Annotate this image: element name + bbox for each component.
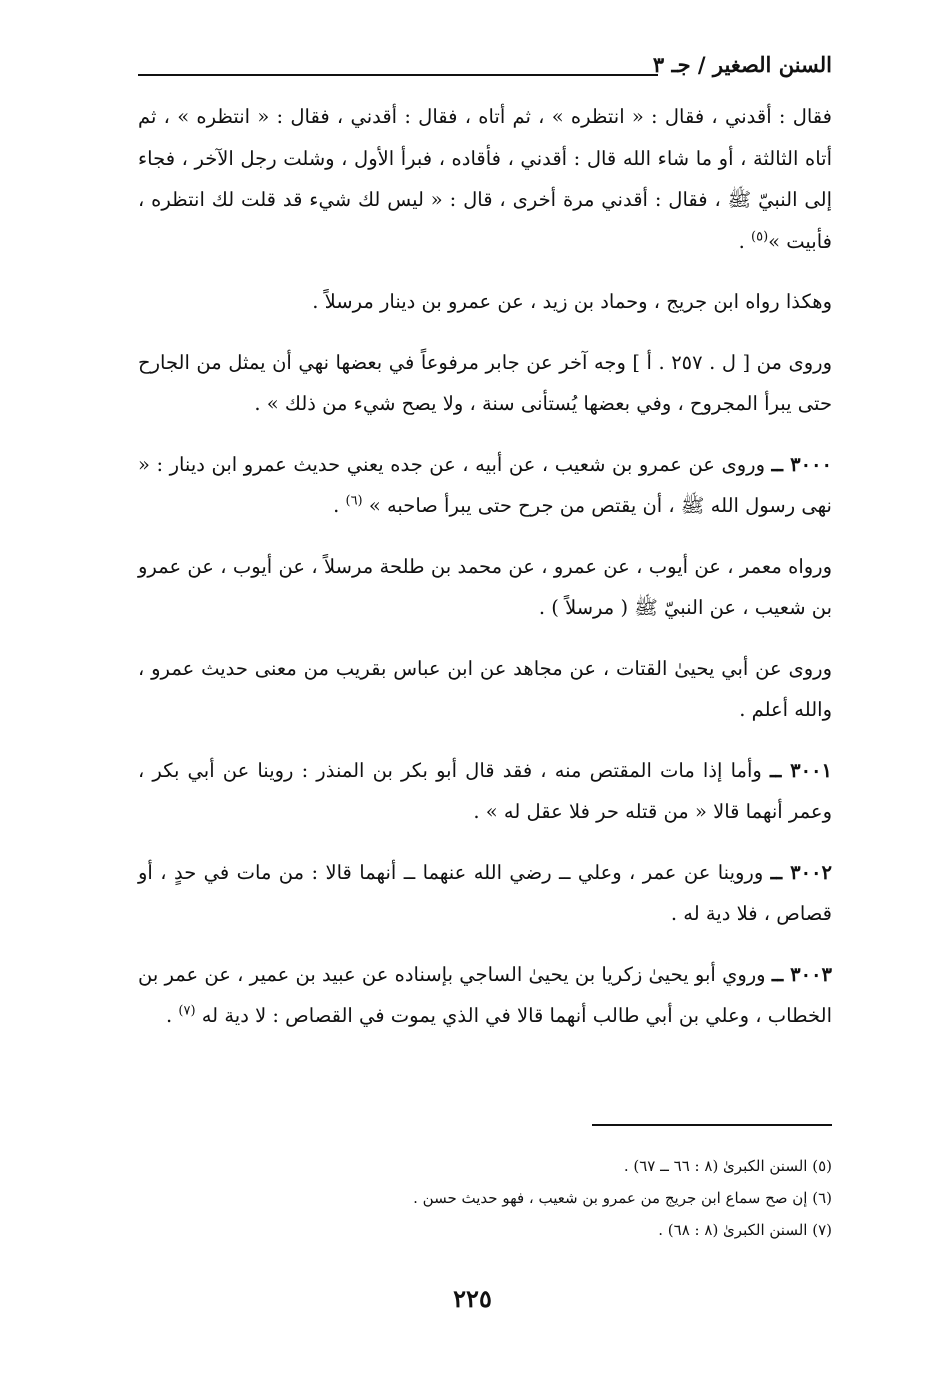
footnote-ref: (٧): [178, 1003, 196, 1019]
footnotes: [138, 1150, 832, 1246]
header-title: السنن الصغير / جـ ٣: [652, 52, 832, 77]
paragraph: [138, 750, 832, 833]
page-number: ٢٢٥: [453, 1284, 492, 1313]
paragraph: [138, 96, 832, 262]
paragraph: [138, 444, 832, 527]
footnote-ref: (٦): [345, 493, 363, 509]
paragraph: [138, 852, 832, 935]
footnote: (٥) السنن الكبرىٰ (٨ : ٦٦ ــ ٦٧) .: [623, 1157, 832, 1175]
running-header: [138, 52, 832, 92]
paragraph-text: وهكذا رواه ابن جريج ، وحماد بن زيد ، عن عمرو بن دينار مرسلاً .: [312, 290, 832, 313]
paragraph-text: وروى عن عمرو بن شعيب ، عن أبيه ، عن جده يعني حديث عمرو ابن دينار : « نهى رسول الله ﷺ ، أن يقتص من جرح حتى يبرأ صاحبه »: [138, 452, 832, 517]
paragraph-tail: .: [333, 494, 346, 517]
paragraph-text: وروى من [ ل . ٢٥٧ . أ ] وجه آخر عن جابر مرفوعاً في بعضها نهي أن يمثل من الجارح حتى يبرأ المجروح ، وفي بعضها يُستأنى سنة ، ولا يصح شيء من ذلك » .: [138, 350, 832, 415]
paragraph: [138, 648, 832, 731]
footnote-ref: (٥): [751, 229, 769, 244]
footnote: (٧) السنن الكبرىٰ (٨ : ٦٨) .: [658, 1221, 832, 1239]
paragraph: [138, 281, 832, 323]
paragraph-text: ورواه معمر ، عن أيوب ، عن عمرو ، عن محمد بن طلحة مرسلاً ، عن أيوب ، عن عمرو بن شعيب ، عن النبيّ ﷺ ( مرسلاً ) .: [138, 554, 832, 619]
paragraph-text: وروينا عن عمر ، وعلي ــ رضي الله عنهما ــ أنهما قالا : من مات في حدٍ ، أو قصاص ، فلا دية له .: [138, 860, 832, 925]
hadith-number: ٣٠٠١ ــ: [769, 758, 832, 782]
paragraph-text: وروى عن أبي يحيىٰ القتات ، عن مجاهد عن ابن عباس بقريب من معنى حديث عمرو ، والله أعلم .: [138, 656, 832, 721]
paragraph: [138, 954, 832, 1037]
paragraph: [138, 546, 832, 629]
hadith-number: ٣٠٠٠ ــ: [771, 452, 832, 476]
paragraph-tail: .: [738, 229, 751, 253]
paragraph-text: وأما إذا مات المقتص منه ، فقد قال أبو بكر بن المنذر : روينا عن أبي بكر ، وعمر أنهما قالا « من قتله حر فلا عقل له » .: [138, 758, 832, 823]
hadith-number: ٣٠٠٣ ــ: [771, 962, 832, 986]
body-text: [138, 96, 832, 1056]
paragraph-tail: .: [165, 1004, 179, 1027]
footnote-rule: [592, 1124, 832, 1126]
paragraph-text: وروي أبو يحيىٰ زكريا بن يحيىٰ الساجي بإسناده عن عبيد بن عمير ، عن عمر بن الخطاب ، وعلي بن أبي طالب أنهما قالا في الذي يموت في القصاص : لا دية له: [138, 962, 832, 1027]
hadith-number: ٣٠٠٢ ــ: [770, 860, 833, 884]
header-rule: [138, 74, 658, 76]
paragraph-text: فقال : أقدني ، فقال : « انتظره » ، ثم أتاه ، فقال : أقدني ، فقال : « انتظره » ، ثم أتاه الثالثة ، أو ما شاء الله قال : أقدني ، فأقاده ، فبرأ الأول ، وشلت رجل الآخر ، فجاء إلى النبيّ ﷺ ، فقال : أقدني مرة أخرى ، قال : « ليس لك شيء قد قلت لك انتظره ، فأبيت »: [138, 105, 832, 253]
footnote: (٦) إن صح سماع ابن جريج من عمرو بن شعيب ، فهو حديث حسن .: [413, 1189, 832, 1207]
paragraph: [138, 342, 832, 425]
